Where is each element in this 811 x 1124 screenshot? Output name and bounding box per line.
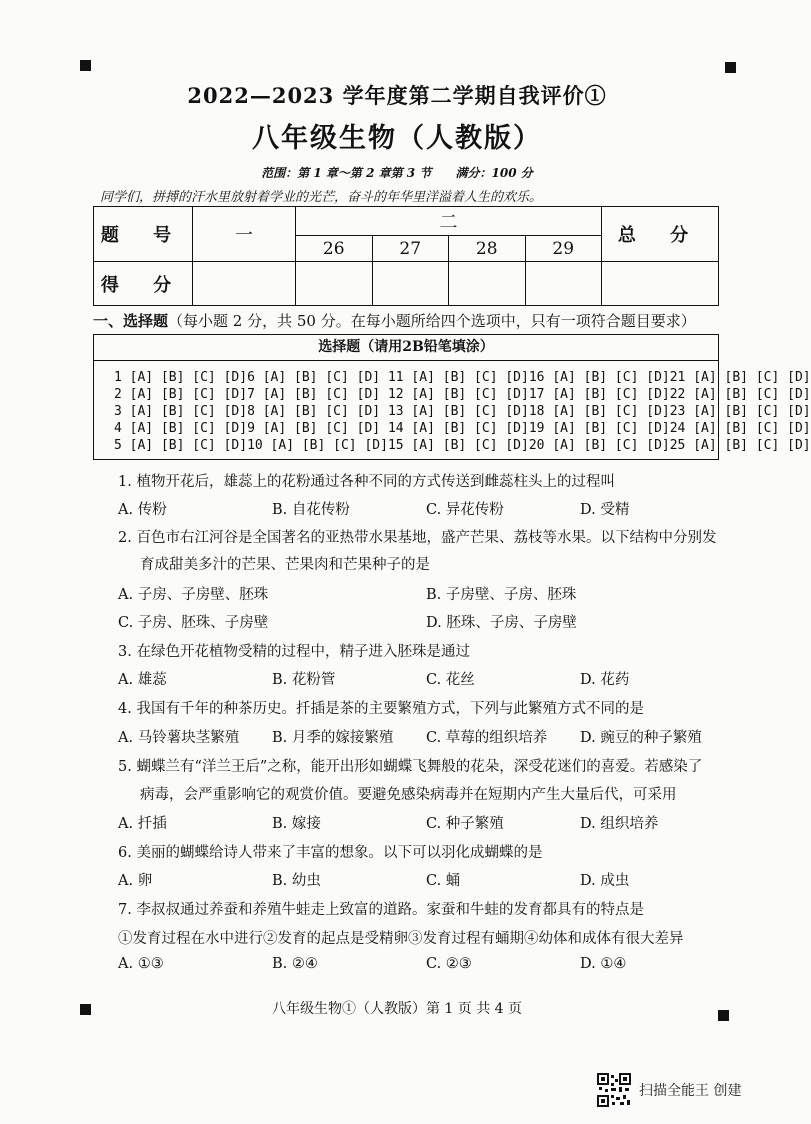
bubble-grid [94,361,811,454]
question-27-header: 27 [372,236,449,262]
bubble-column [114,369,247,454]
bubble-column [388,369,529,454]
score-cell[interactable] [193,262,296,306]
option-a: A. 子房、子房壁、胚珠 [118,587,269,603]
score-cell[interactable] [525,262,602,306]
section-one-title: 一、选择题 [93,312,169,330]
score-cell[interactable] [602,262,719,306]
score-cell[interactable] [372,262,449,306]
option-a: A. ①③ [118,956,164,972]
exam-range: 范围：第 1 章～第 2 章第 3 节 [261,166,432,180]
answer-bubble-row[interactable]: 22 [A] [B] [C] [D] [669,387,811,402]
answer-bubble-row[interactable]: 6 [A] [B] [C] [D] [247,370,381,385]
exam-full-score: 满分：100 分 [455,166,533,180]
page-footer: 八年级生物①（人教版）第 1 页 共 4 页 [271,1001,523,1017]
section-one-heading [93,310,696,331]
total-header: 总 分 [602,207,719,262]
question-5: 5. 蝴蝶兰有“洋兰王后”之称，能开出形如蝴蝶飞舞般的花朵，深受花迷们的喜爱。若感染了 [118,759,703,775]
question-2-continued: 育成甜美多汁的芒果、芒果肉和芒果种子的是 [140,557,430,573]
answer-bubble-row[interactable]: 9 [A] [B] [C] [D] [247,421,381,436]
option-a: A. 卵 [118,873,153,889]
answer-bubble-row[interactable]: 18 [A] [B] [C] [D] [528,404,670,419]
answer-bubble-row[interactable]: 19 [A] [B] [C] [D] [528,421,670,436]
motto: 同学们，拼搏的汗水里放射着学业的光芒，奋斗的年华里洋溢着人生的欢乐。 [100,190,543,205]
bubble-column [529,369,670,454]
exam-meta [0,164,794,181]
option-d: D. 豌豆的种子繁殖 [580,730,702,746]
answer-sheet-title: 选择题（请用2B铅笔填涂） [94,335,718,361]
row-label-number: 题 号 [94,207,193,262]
row-label-score: 得 分 [94,262,193,306]
option-a: A. 雄蕊 [118,672,167,688]
question-5-continued: 病毒，会严重影响它的观赏价值。要避免感染病毒并在短期内产生大量后代，可采用 [140,787,677,803]
qr-code-icon [597,1073,631,1107]
answer-bubble-row[interactable]: 24 [A] [B] [C] [D] [669,421,811,436]
answer-bubble-row[interactable]: 1 [A] [B] [C] [D] [114,370,248,385]
question-29-header: 29 [525,236,602,262]
bubble-column [247,369,388,454]
option-a: A. 扦插 [118,816,167,832]
answer-bubble-row[interactable]: 16 [A] [B] [C] [D] [528,370,670,385]
answer-bubble-row[interactable]: 10 [A] [B] [C] [D] [247,438,388,453]
part-two-header: 二 [296,207,602,236]
option-b: B. 自花传粉 [272,502,350,518]
option-a: A. 传粉 [118,502,167,518]
answer-bubble-row[interactable]: 11 [A] [B] [C] [D] [387,370,529,385]
score-cell[interactable] [296,262,373,306]
registration-mark [80,60,91,71]
part-one-header: 一 [193,207,296,262]
question-3: 3. 在绿色开花植物受精的过程中，精子进入胚珠是通过 [118,644,470,660]
option-d: D. 花药 [580,672,630,688]
option-b: B. 子房壁、子房、胚珠 [426,587,577,603]
option-b: B. 幼虫 [272,873,321,889]
score-cell[interactable] [449,262,526,306]
answer-bubble-row[interactable]: 20 [A] [B] [C] [D] [528,438,670,453]
answer-bubble-row[interactable]: 21 [A] [B] [C] [D] [669,370,811,385]
answer-bubble-row[interactable]: 3 [A] [B] [C] [D] [114,404,248,419]
option-a: A. 马铃薯块茎繁殖 [118,730,240,746]
option-c: C. 花丝 [426,672,475,688]
bubble-column [670,369,811,454]
score-table [93,206,719,306]
option-c: C. 草莓的组织培养 [426,730,548,746]
answer-bubble-row[interactable]: 7 [A] [B] [C] [D] [247,387,381,402]
answer-bubble-row[interactable]: 14 [A] [B] [C] [D] [387,421,529,436]
scanner-label: 扫描全能王 创建 [639,1083,742,1099]
exam-subtitle: 八年级生物（人教版） [252,123,542,154]
question-4: 4. 我国有千年的种茶历史。扦插是茶的主要繁殖方式，下列与此繁殖方式不同的是 [118,701,644,717]
option-b: B. 月季的嫁接繁殖 [272,730,394,746]
option-c: C. 子房、胚珠、子房壁 [118,615,269,631]
answer-bubble-row[interactable]: 4 [A] [B] [C] [D] [114,421,248,436]
option-d: D. ①④ [580,956,627,972]
answer-bubble-row[interactable]: 8 [A] [B] [C] [D] [247,404,381,419]
answer-bubble-row[interactable]: 17 [A] [B] [C] [D] [528,387,670,402]
question-28-header: 28 [449,236,526,262]
question-2: 2. 百色市右江河谷是全国著名的亚热带水果基地，盛产芒果、荔枝等水果。以下结构中分别发 [118,530,717,546]
option-d: D. 受精 [580,502,630,518]
answer-bubble-row[interactable]: 23 [A] [B] [C] [D] [669,404,811,419]
question-1: 1. 植物开花后，雄蕊上的花粉通过各种不同的方式传送到雌蕊柱头上的过程叫 [118,474,615,490]
answer-bubble-row[interactable]: 12 [A] [B] [C] [D] [387,387,529,402]
option-d: D. 组织培养 [580,816,659,832]
registration-mark [725,62,736,73]
section-one-note: （每小题 2 分，共 50 分。在每小题所给四个选项中，只有一项符合题目要求） [168,312,696,330]
question-6: 6. 美丽的蝴蝶给诗人带来了丰富的想象。以下可以羽化成蝴蝶的是 [118,845,543,861]
answer-bubble-row[interactable]: 13 [A] [B] [C] [D] [387,404,529,419]
option-d: D. 成虫 [580,873,630,889]
question-7: 7. 李叔叔通过养蚕和养殖牛蛙走上致富的道路。家蚕和牛蛙的发育都具有的特点是 [118,902,644,918]
option-c: C. 异花传粉 [426,502,504,518]
answer-bubble-row[interactable]: 5 [A] [B] [C] [D] [114,438,248,453]
question-7-statements: ①发育过程在水中进行②发育的起点是受精卵③发育过程有蛹期④幼体和成体有很大差异 [118,931,684,947]
option-c: C. ②③ [426,956,472,972]
exam-title: 2022—2023 学年度第二学期自我评价① [187,83,607,108]
answer-bubble-row[interactable]: 25 [A] [B] [C] [D] [669,438,811,453]
option-b: B. 嫁接 [272,816,321,832]
option-b: B. ②④ [272,956,318,972]
option-d: D. 胚珠、子房、子房壁 [426,615,577,631]
question-26-header: 26 [296,236,373,262]
option-c: C. 种子繁殖 [426,816,504,832]
answer-bubble-row[interactable]: 15 [A] [B] [C] [D] [387,438,529,453]
answer-sheet-box [93,334,811,460]
option-c: C. 蛹 [426,873,461,889]
option-b: B. 花粉管 [272,672,336,688]
scanner-watermark [597,1073,741,1107]
answer-bubble-row[interactable]: 2 [A] [B] [C] [D] [114,387,248,402]
